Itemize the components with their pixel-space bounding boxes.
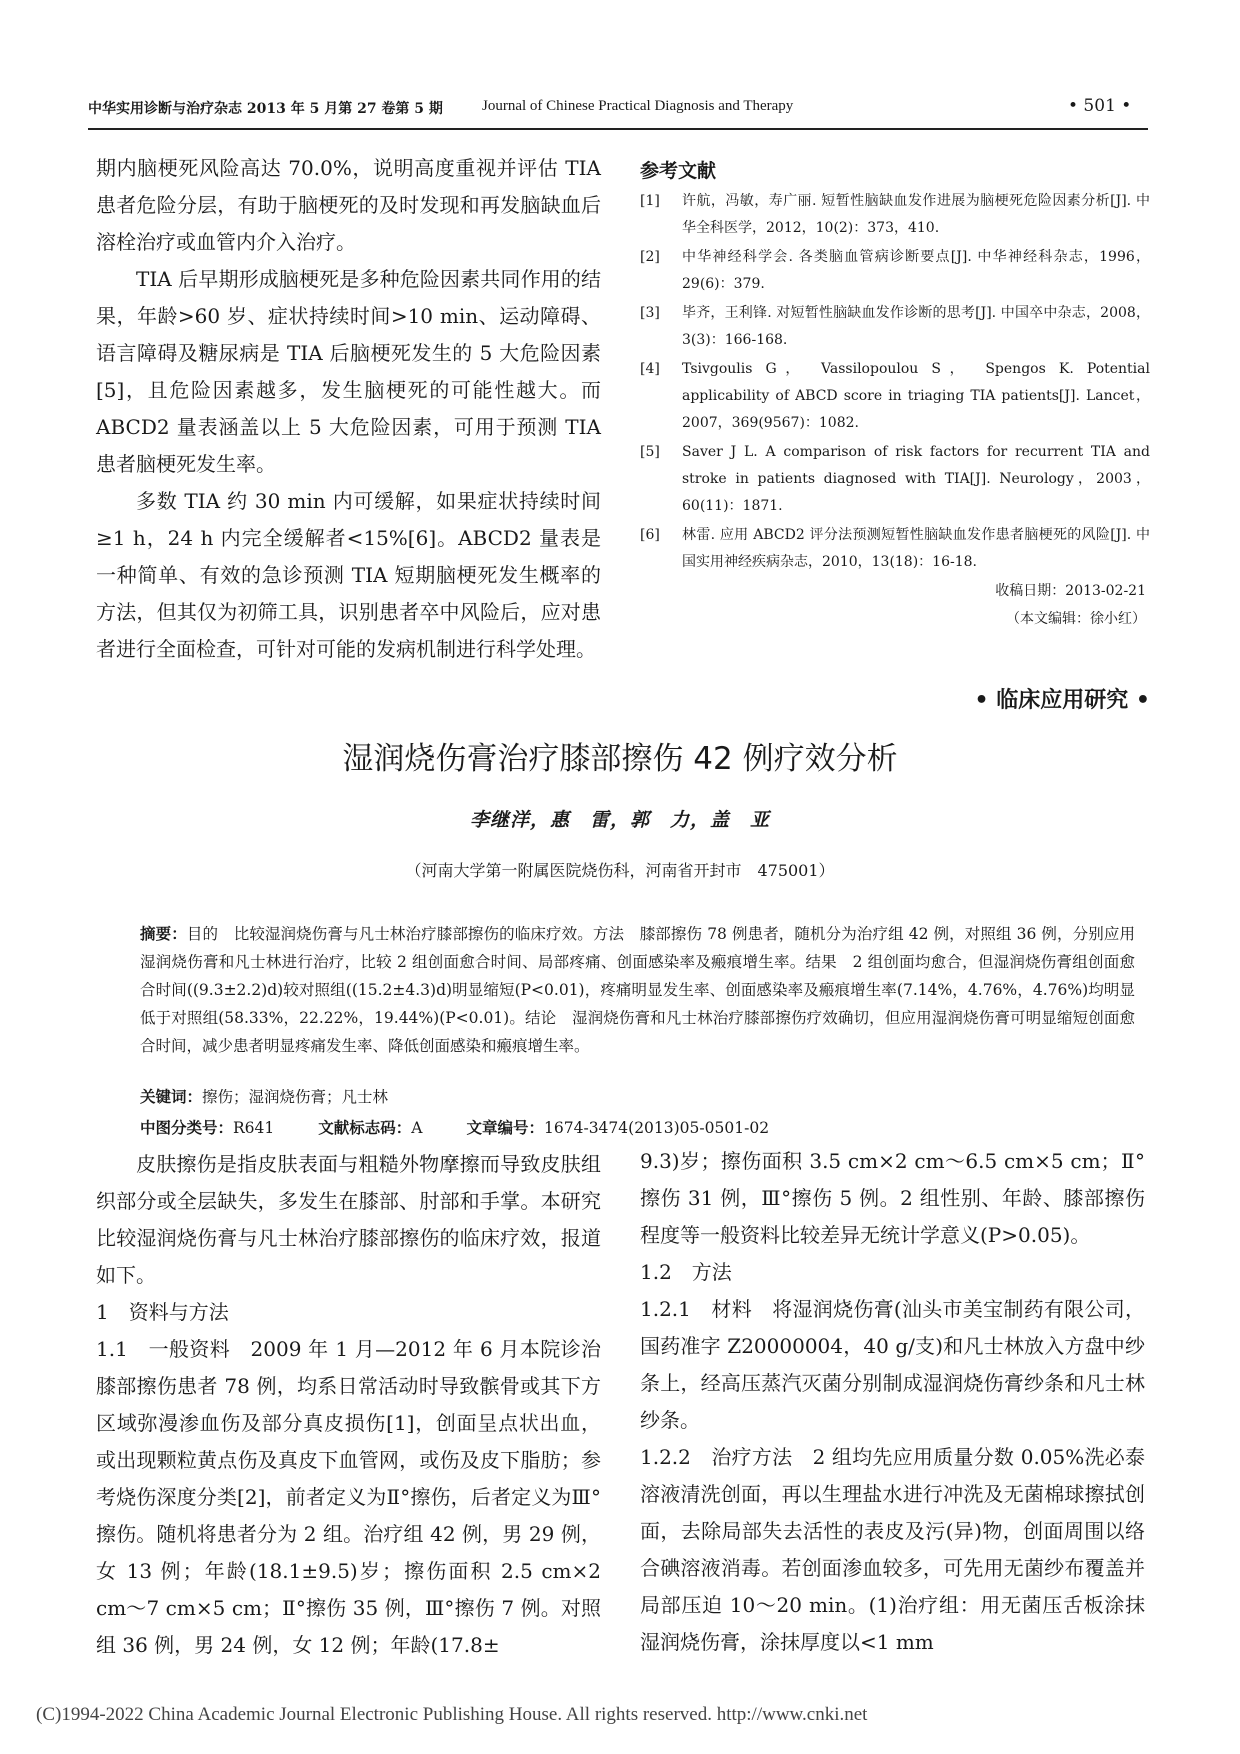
reference-number: [5]: [640, 444, 660, 460]
section-heading: 1.2 方法: [640, 1260, 732, 1284]
reference-item: [640, 244, 1150, 298]
journal-name-en: Journal of Chinese Practical Diagnosis and Therapy: [482, 98, 794, 114]
keywords-label: 关键词：: [140, 1087, 203, 1106]
reference-number: [3]: [640, 305, 660, 321]
paragraph: 皮肤擦伤是指皮肤表面与粗糙外物摩擦而导致皮肤组织部分或全层缺失，多发生在膝部、肘部和手掌。本研究比较湿润烧伤膏与凡士林治疗膝部擦伤的临床疗效，报道如下。: [96, 1152, 601, 1287]
clc-value: R641: [233, 1119, 275, 1137]
reference-text: 毕齐，王利锋. 对短暂性脑缺血发作诊断的思考[J]. 中国卒中杂志，2008，3(3)：166-168.: [682, 305, 1150, 348]
article-title: 湿润烧伤膏治疗膝部擦伤 42 例疗效分析: [342, 741, 898, 777]
reference-item: [640, 439, 1150, 520]
reference-number: [4]: [640, 361, 660, 377]
paragraph: 1.2.2 治疗方法 2 组均先应用质量分数 0.05%洗必泰溶液清洗创面，再以生理盐水进行冲洗及无菌棉球擦拭创面，去除局部失去活性的表皮及污(异)物，创面周围以络合碘溶液消毒。若创面渗血较多，可先用无菌纱布覆盖并局部压迫 10～20 min。(1)治疗组：用无菌压舌板涂抹湿润烧伤膏，涂抹厚度以<1 mm: [640, 1445, 1145, 1654]
reference-list: [640, 188, 1150, 578]
paragraph: 多数 TIA 约 30 min 内可缓解，如果症状持续时间≥1 h，24 h 内完全缓解者<15%[6]。ABCD2 量表是一种简单、有效的急诊预测 TIA 短期脑梗死发生概率的方法，但其仅为初筛工具，识别患者卒中风险后，应对患者进行全面检查，可针对可能的发病机制进行科学处理。: [96, 489, 601, 661]
clc-label: 中图分类号：: [140, 1118, 234, 1137]
paragraph: 期内脑梗死风险高达 70.0%，说明高度重视并评估 TIA 患者危险分层，有助于脑梗死的及时发现和再发脑缺血后溶栓治疗或血管内介入治疗。: [96, 156, 601, 254]
keywords: [140, 1085, 388, 1107]
references-heading: 参考文献: [640, 160, 717, 182]
reference-text: Tsivgoulis G， Vassilopoulou S， Spengos K. Potential applicability of ABCD score in triaging TIA patients[J]. Lancet，2007，369(9567)：1082.: [682, 361, 1150, 431]
authors: 李继洋，惠 雷，郭 力，盖 亚: [469, 809, 770, 831]
classification-line: [140, 1116, 769, 1138]
paragraph: 1.2.1 材料 将湿润烧伤膏(汕头市美宝制药有限公司，国药准字 Z20000004，40 g/支)和凡士林放入方盘中纱条上，经高压蒸汽灭菌分别制成湿润烧伤膏纱条和凡士林纱条。: [640, 1297, 1145, 1432]
header-rule: [88, 128, 1148, 130]
page-number: • 501 •: [1068, 96, 1132, 116]
keywords-text: 擦伤；湿润烧伤膏；凡士林: [202, 1088, 389, 1106]
paragraph: TIA 后早期形成脑梗死是多种危险因素共同作用的结果，年龄>60 岁、症状持续时间>10 min、运动障碍、语言障碍及糖尿病是 TIA 后脑梗死发生的 5 大危险因素[5]，且危险因素越多，发生脑梗死的可能性越大。而 ABCD2 量表涵盖以上 5 大危险因素，可用于预测 TIA 患者脑梗死发生率。: [96, 267, 601, 476]
journal-name-cn: 中华实用诊断与治疗杂志 2013 年 5 月第 27 卷第 5 期: [88, 101, 443, 117]
section-heading: 1 资料与方法: [96, 1300, 229, 1324]
body-right-column: [640, 1143, 1145, 1661]
prev-article-conclusion: [96, 150, 601, 668]
article-no-value: 1674-3474(2013)05-0501-02: [544, 1119, 770, 1137]
paragraph: 9.3)岁；擦伤面积 3.5 cm×2 cm～6.5 cm×5 cm；Ⅱ°擦伤 31 例，Ⅲ°擦伤 5 例。2 组性别、年龄、膝部擦伤程度等一般资料比较差异无统计学意义(P>0.05)。: [640, 1149, 1145, 1247]
doc-code-value: A: [411, 1119, 423, 1137]
reference-number: [2]: [640, 249, 660, 265]
reference-text: 林雷. 应用 ABCD2 评分法预测短暂性脑缺血发作患者脑梗死的风险[J]. 中国实用神经疾病杂志，2010，13(18)：16-18.: [682, 527, 1150, 570]
received-date: 收稿日期：2013-02-21: [995, 583, 1146, 599]
reference-number: [1]: [640, 193, 660, 209]
reference-number: [6]: [640, 527, 660, 543]
column-tag: • 临床应用研究 •: [974, 688, 1150, 713]
reference-item: [640, 188, 1150, 242]
reference-text: 许航，冯敏，寿广丽. 短暂性脑缺血发作进展为脑梗死危险因素分析[J]. 中华全科医学，2012，10(2)：373，410.: [682, 193, 1150, 236]
abstract: [140, 920, 1135, 1060]
doc-code-label: 文献标志码：: [318, 1118, 412, 1137]
reference-item: [640, 356, 1150, 437]
abstract-label: 摘要：: [140, 924, 187, 943]
editor-note: （本文编辑：徐小红）: [1006, 611, 1146, 627]
body-left-column: [96, 1146, 601, 1664]
reference-text: 中华神经科学会. 各类脑血管病诊断要点[J]. 中华神经科杂志，1996，29(6)：379.: [682, 249, 1150, 292]
copyright-footer: (C)1994-2022 China Academic Journal Electronic Publishing House. All rights reserved. http://www.cnki.net: [36, 1704, 868, 1725]
affiliation: （河南大学第一附属医院烧伤科，河南省开封市 475001）: [405, 861, 835, 880]
abstract-text: 目的 比较湿润烧伤膏与凡士林治疗膝部擦伤的临床疗效。方法 膝部擦伤 78 例患者，随机分为治疗组 42 例，对照组 36 例，分别应用湿润烧伤膏和凡士林进行治疗，比较 2 组创面愈合时间、局部疼痛、创面感染率及瘢痕增生率。结果 2 组创面均愈合，但湿润烧伤膏组创面愈合时间((9.3±2.2)d)较对照组((15.2±4.3)d)明显缩短(P<0.01)，疼痛明显发生率、创面感染率及瘢痕增生率(7.14%，4.76%，4.76%)均明显低于对照组(58.33%，22.22%，19.44%)(P<0.01)。结论 湿润烧伤膏和凡士林治疗膝部擦伤疗效确切，但应用湿润烧伤膏可明显缩短创面愈合时间，减少患者明显疼痛发生率、降低创面感染和瘢痕增生率。: [140, 925, 1135, 1055]
article-no-label: 文章编号：: [466, 1118, 545, 1137]
paragraph: 1.1 一般资料 2009 年 1 月—2012 年 6 月本院诊治膝部擦伤患者 78 例，均系日常活动时导致髌骨或其下方区域弥漫渗血伤及部分真皮损伤[1]，创面呈点状出血，或出现颗粒黄点伤及真皮下血管网，或伤及皮下脂肪；参考烧伤深度分类[2]，前者定义为Ⅱ°擦伤，后者定义为Ⅲ°擦伤。随机将患者分为 2 组。治疗组 42 例，男 29 例，女 13 例；年龄(18.1±9.5)岁；擦伤面积 2.5 cm×2 cm～7 cm×5 cm；Ⅱ°擦伤 35 例，Ⅲ°擦伤 7 例。对照组 36 例，男 24 例，女 12 例；年龄(17.8±: [96, 1337, 601, 1657]
reference-text: Saver J L. A comparison of risk factors for recurrent TIA and stroke in patients diagnosed with TIA[J]. Neurology，2003，60(11)：1871.: [682, 444, 1150, 514]
reference-item: [640, 300, 1150, 354]
reference-item: [640, 522, 1150, 576]
